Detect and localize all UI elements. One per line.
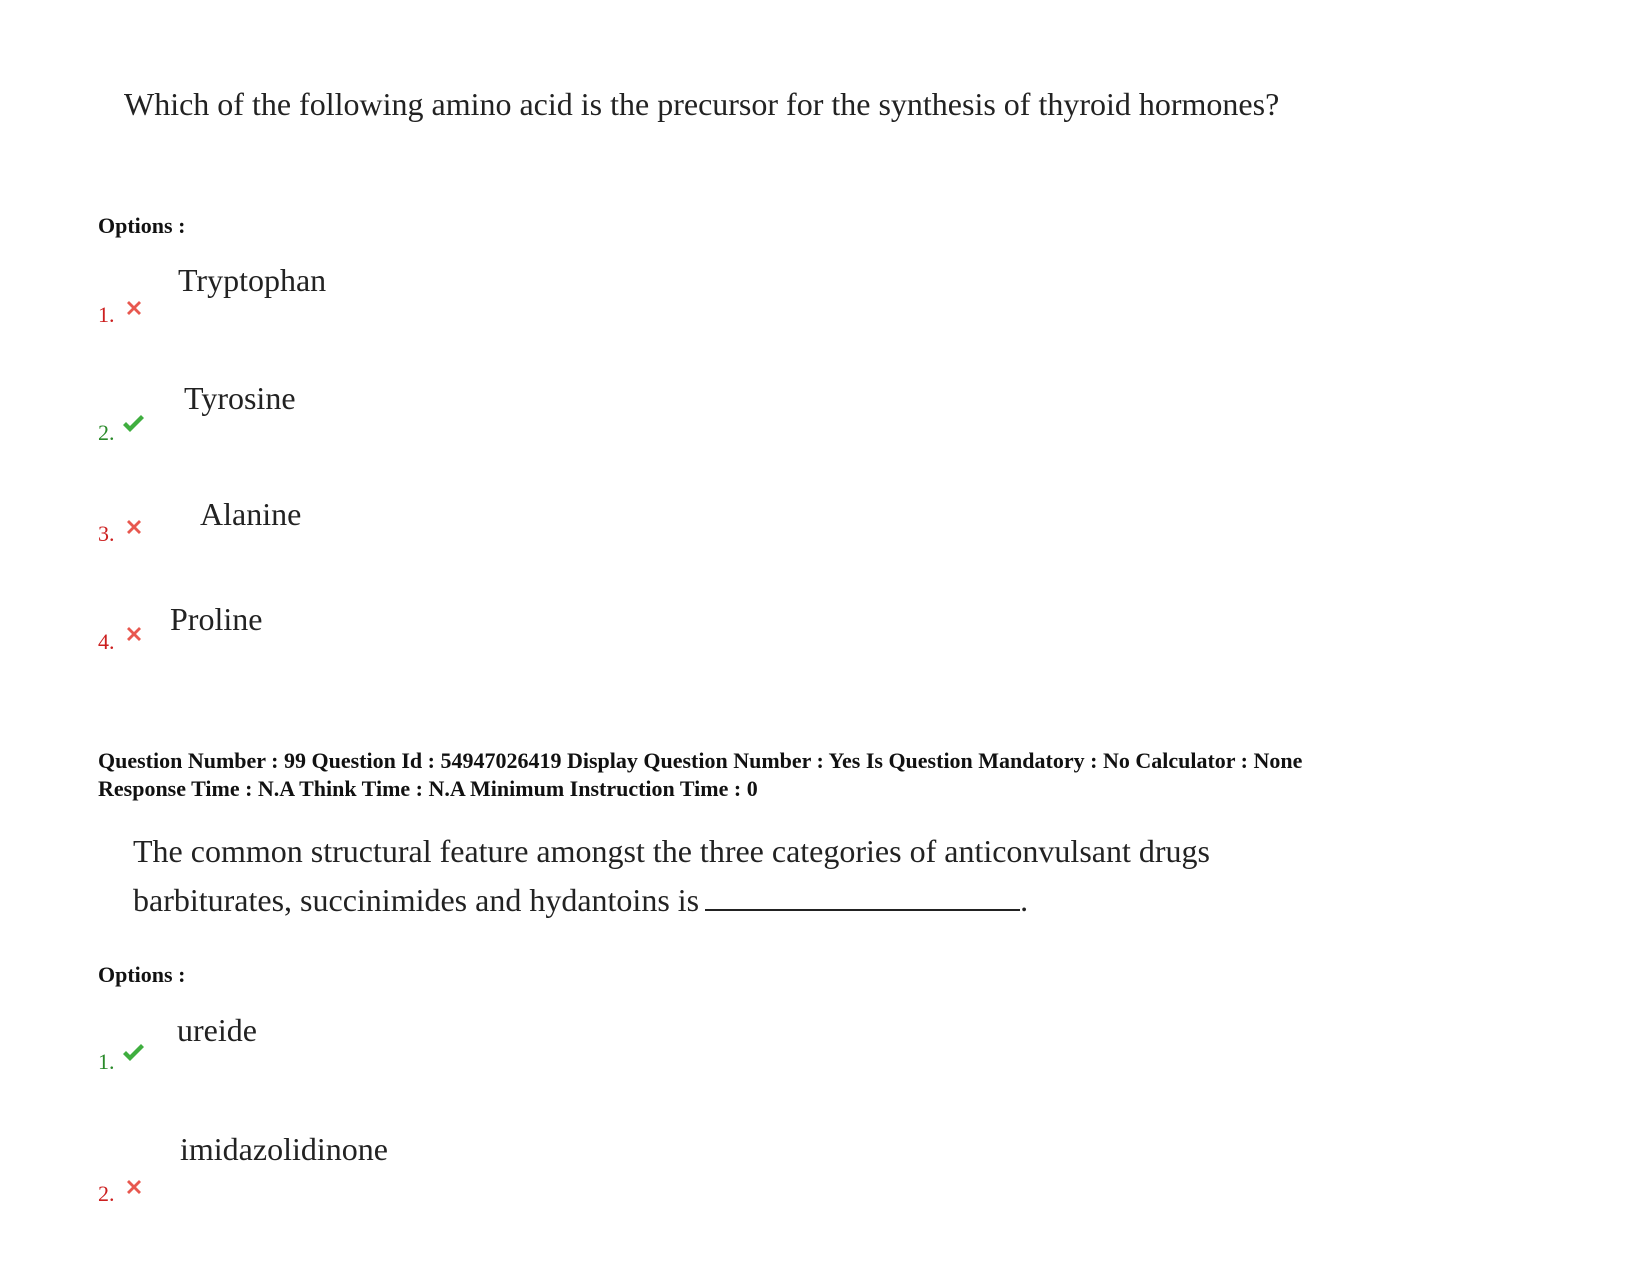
option-number: 1.	[98, 302, 115, 327]
option-number: 4.	[98, 629, 115, 654]
question-1-text: Which of the following amino acid is the precursor for the synthesis of thyroid hormones?	[124, 86, 1280, 122]
option-text: Tryptophan	[178, 262, 327, 298]
question-meta-line-1: Question Number : 99 Question Id : 54947026419 Display Question Number : Yes Is Question Mandatory : No Calculator : None	[98, 748, 1303, 773]
check-icon	[121, 412, 145, 436]
option-text: ureide	[177, 1012, 257, 1048]
question-meta	[98, 747, 1618, 803]
check-icon	[121, 1041, 145, 1065]
question-2-end: .	[1020, 882, 1029, 918]
option-text: Proline	[170, 601, 263, 637]
cross-icon	[122, 515, 146, 539]
cross-icon	[122, 1175, 146, 1199]
option-text: Tyrosine	[184, 380, 296, 416]
option-text: Alanine	[200, 496, 302, 532]
option-number: 2.	[98, 1181, 115, 1206]
option-number: 2.	[98, 420, 115, 445]
option-number: 1.	[98, 1049, 115, 1074]
answer-blank	[705, 879, 1020, 911]
cross-icon	[122, 622, 146, 646]
question-2-line-2	[133, 876, 1373, 925]
question-2-line-2-text: barbiturates, succinimides and hydantoins is	[133, 882, 700, 918]
question-2-line-1: The common structural feature amongst the three categories of anticonvulsant drugs	[133, 833, 1210, 869]
options-label-q2: Options :	[98, 962, 186, 987]
question-meta-line-2: Response Time : N.A Think Time : N.A Minimum Instruction Time : 0	[98, 776, 758, 801]
question-2-text	[133, 827, 1373, 925]
option-text: imidazolidinone	[180, 1131, 388, 1167]
cross-icon	[122, 296, 146, 320]
options-label-q1: Options :	[98, 213, 186, 238]
option-number: 3.	[98, 521, 115, 546]
